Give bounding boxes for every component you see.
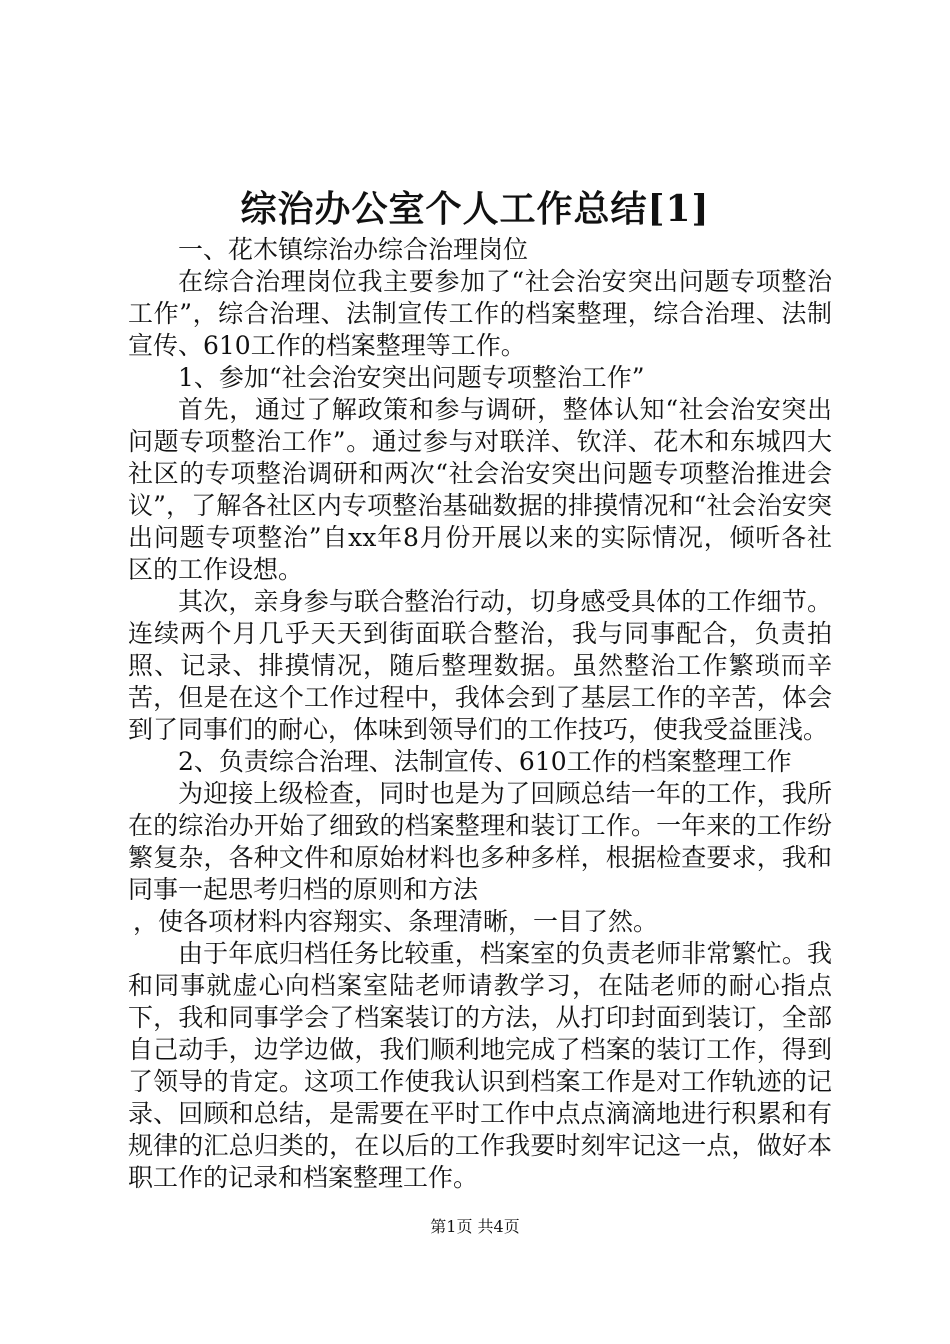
body-paragraph-continuation: ，使各项材料内容翔实、条理清晰，一目了然。 [133, 907, 659, 936]
body-paragraph: 在综合治理岗位我主要参加了“社会治安突出问题专项整治工作”，综合治理、法制宣传工作的档案整理，综合治理、法制宣传、610工作的档案整理等工作。 [128, 267, 832, 360]
body-paragraph: 首先，通过了解政策和参与调研，整体认知“社会治安突出问题专项整治工作”。通过参与对联洋、钦洋、花木和东城四大社区的专项整治调研和两次“社会治安突出问题专项整治推进会议”，了解各社区内专项整治基础数据的排摸情况和“社会治安突出问题专项整治”自xx年8月份开展以来的实际情况，倾听各社区的工作设想。 [128, 395, 832, 584]
document-title: 综治办公室个人工作总结[1] [240, 188, 710, 230]
subsection-heading: 2、负责综合治理、法制宣传、610工作的档案整理工作 [178, 747, 792, 776]
section-heading: 一、花木镇综治办综合治理岗位 [178, 235, 529, 264]
body-paragraph: 由于年底归档任务比较重，档案室的负责老师非常繁忙。我和同事就虚心向档案室陆老师请教学习，在陆老师的耐心指点下，我和同事学会了档案装订的方法，从打印封面到装订，全部自己动手，边学边做，我们顺利地完成了档案的装订工作，得到了领导的肯定。这项工作使我认识到档案工作是对工作轨迹的记录、回顾和总结，是需要在平时工作中点点滴滴地进行积累和有规律的汇总归类的，在以后的工作我要时刻牢记这一点，做好本职工作的记录和档案整理工作。 [128, 939, 832, 1192]
page-number-footer: 第1页 共4页 [430, 1217, 520, 1236]
body-paragraph: 为迎接上级检查，同时也是为了回顾总结一年的工作，我所在的综治办开始了细致的档案整理和装订工作。一年来的工作纷繁复杂，各种文件和原始材料也多种多样，根据检查要求，我和同事一起思考归档的原则和方法 [128, 779, 832, 904]
body-paragraph: 其次，亲身参与联合整治行动，切身感受具体的工作细节。连续两个月几乎天天到街面联合整治，我与同事配合，负责拍照、记录、排摸情况，随后整理数据。虽然整治工作繁琐而辛苦，但是在这个工作过程中，我体会到了基层工作的辛苦，体会到了同事们的耐心，体味到领导们的工作技巧，使我受益匪浅。 [128, 587, 832, 744]
document-body [128, 234, 832, 1194]
subsection-heading: 1、参加“社会治安突出问题专项整治工作” [178, 363, 645, 392]
